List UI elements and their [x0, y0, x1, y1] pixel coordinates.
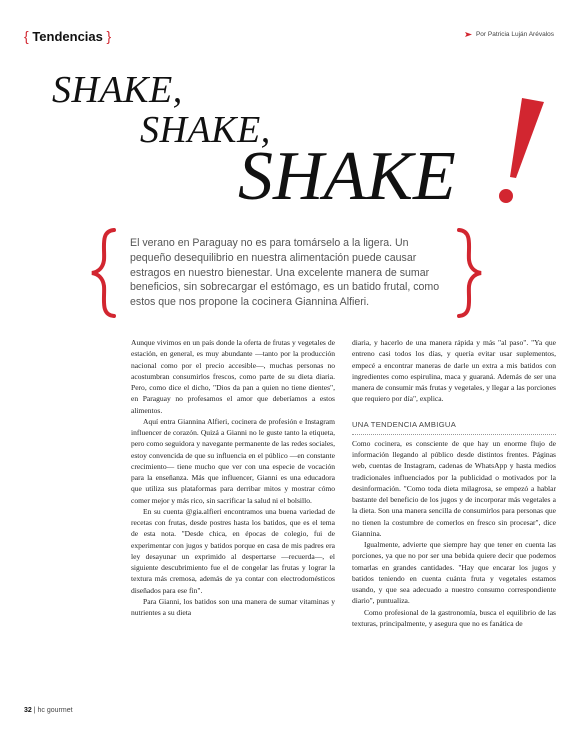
paragraph: Aquí entra Giannina Alfieri, cocinera de profesión e Instagram influencer de corazón. Quizá a Gianni no le guste tanto la etiqueta, pero como seguidora y navegante permanente de las redes sociales, estoy convencida de que su influencia en el público —en constante crecimiento— tiene mucho que ver con una especie de vocación para la enseñanza. Más que influencer, Gianni es una educadora que utiliza sus plataformas para derribar mitos y mostrar cómo comer mejor y más rico, sin sacrificar la salud ni el bolsillo.: [131, 416, 335, 505]
footer-separator: |: [33, 707, 36, 714]
title-line-2: SHAKE,: [140, 109, 271, 151]
paragraph: diaria, y hacerlo de una manera rápida y más "al paso". "Ya que entreno casi todos los días, y quería evitar usar suplementos, empecé a encontrar maneras de darle un extra a mis batidos con ingredientes como espirulina, maca y guaraná. Además de ser una manera de consumir más frutas y vegetales, y llegar a las porciones que requiero por día", explica.: [352, 338, 556, 404]
title-line-3: SHAKE: [238, 138, 456, 215]
lead-paragraph: [130, 236, 452, 310]
section-brace-open: {: [24, 28, 29, 44]
title-line-1: SHAKE,: [52, 69, 183, 111]
lead-brace-left: [90, 228, 120, 318]
paragraph: Como cocinera, es consciente de que hay un enorme flujo de información llegando al público desde distintos frentes. Páginas web, cuentas de Instagram, cadenas de WhatsApp y hasta medios tradicionales influenciados por la publicidad o motivados por la desinformación. "Como toda dieta milagrosa, se empezó a hablar bastante del beneficio de los jugos y de incorporar más vegetales a la dieta. Son una manera sencilla de consumirlos para personas que no tienen la costumbre de comerlos en fresco sin procesar", dice Giannina.: [352, 438, 556, 538]
page-footer: [24, 707, 73, 714]
arrow-icon: [465, 32, 472, 37]
byline: [465, 31, 554, 38]
section-tag: [24, 28, 111, 44]
paragraph: Aunque vivimos en un país donde la oferta de frutas y vegetales de estación, en general, es muy abundante —tanto por la producción nacional como por el precio accesible—, muchas personas no acostumbran consumirlos frescos, como parte de su dieta diaria. Pero, como dice el dicho, "Dios da pan a quien no tiene dientes", en Paraguay no profesamos el amor que deberíamos a estos alimentos.: [131, 338, 335, 415]
body-column-2: [352, 337, 556, 629]
paragraph: Como profesional de la gastronomía, busca el equilibrio de las texturas, principalmente, y asegura que no es fanática de: [352, 607, 556, 628]
lead-text: El verano en Paraguay no es para tomárselo a la ligera. Un pequeño desequilibrio en nuestra alimentación puede causar estragos en nuestro bienestar. Una excelente manera de sumar beneficios, sin sobrecargar el estómago, es un batido frutal, como estos que nos propone la cocinera Giannina Alfieri.: [130, 237, 440, 309]
magazine-name: hc gourmet: [37, 707, 73, 714]
body-column-1: [131, 337, 335, 618]
byline-text: Por Patricia Luján Arévalos: [475, 31, 554, 38]
lead-brace-right: [453, 228, 483, 318]
section-label: Tendencias: [32, 29, 103, 44]
title-exclamation: [492, 98, 544, 208]
section-brace-close: }: [106, 28, 112, 44]
subheading: UNA TENDENCIA AMBIGUA: [352, 419, 556, 435]
paragraph: Igualmente, advierte que siempre hay que tener en cuenta las porciones, ya que no por ser una bebida quiere decir que podemos tomarlas en grandes cantidades. "Hay que encarar los jugos y batidos teniendo en cuenta cuánta fruta y vegetales estamos usando, y que sea adecuado a nuestro consumo correspondiente diario", puntualiza.: [352, 540, 556, 606]
paragraph: Para Gianni, los batidos son una manera de sumar vitaminas y nutrientes a su dieta: [131, 596, 335, 617]
paragraph: En su cuenta @gia.alfieri encontramos una buena variedad de recetas con frutas, desde postres hasta los batidos, que es el tema de esta nota. "Desde chica, en épocas de colegio, fui de experimentar con jugos y batidos porque en casa de mis padres era ley desayunar un exprimido al despertarse —recuerda—, el siguiente descubrimiento fue el de congelar las frutas y lograr la textura más cremosa, además de ya contar con electrodomésticos diseñados para ese fin".: [131, 506, 335, 595]
page-number: 32: [24, 707, 32, 714]
